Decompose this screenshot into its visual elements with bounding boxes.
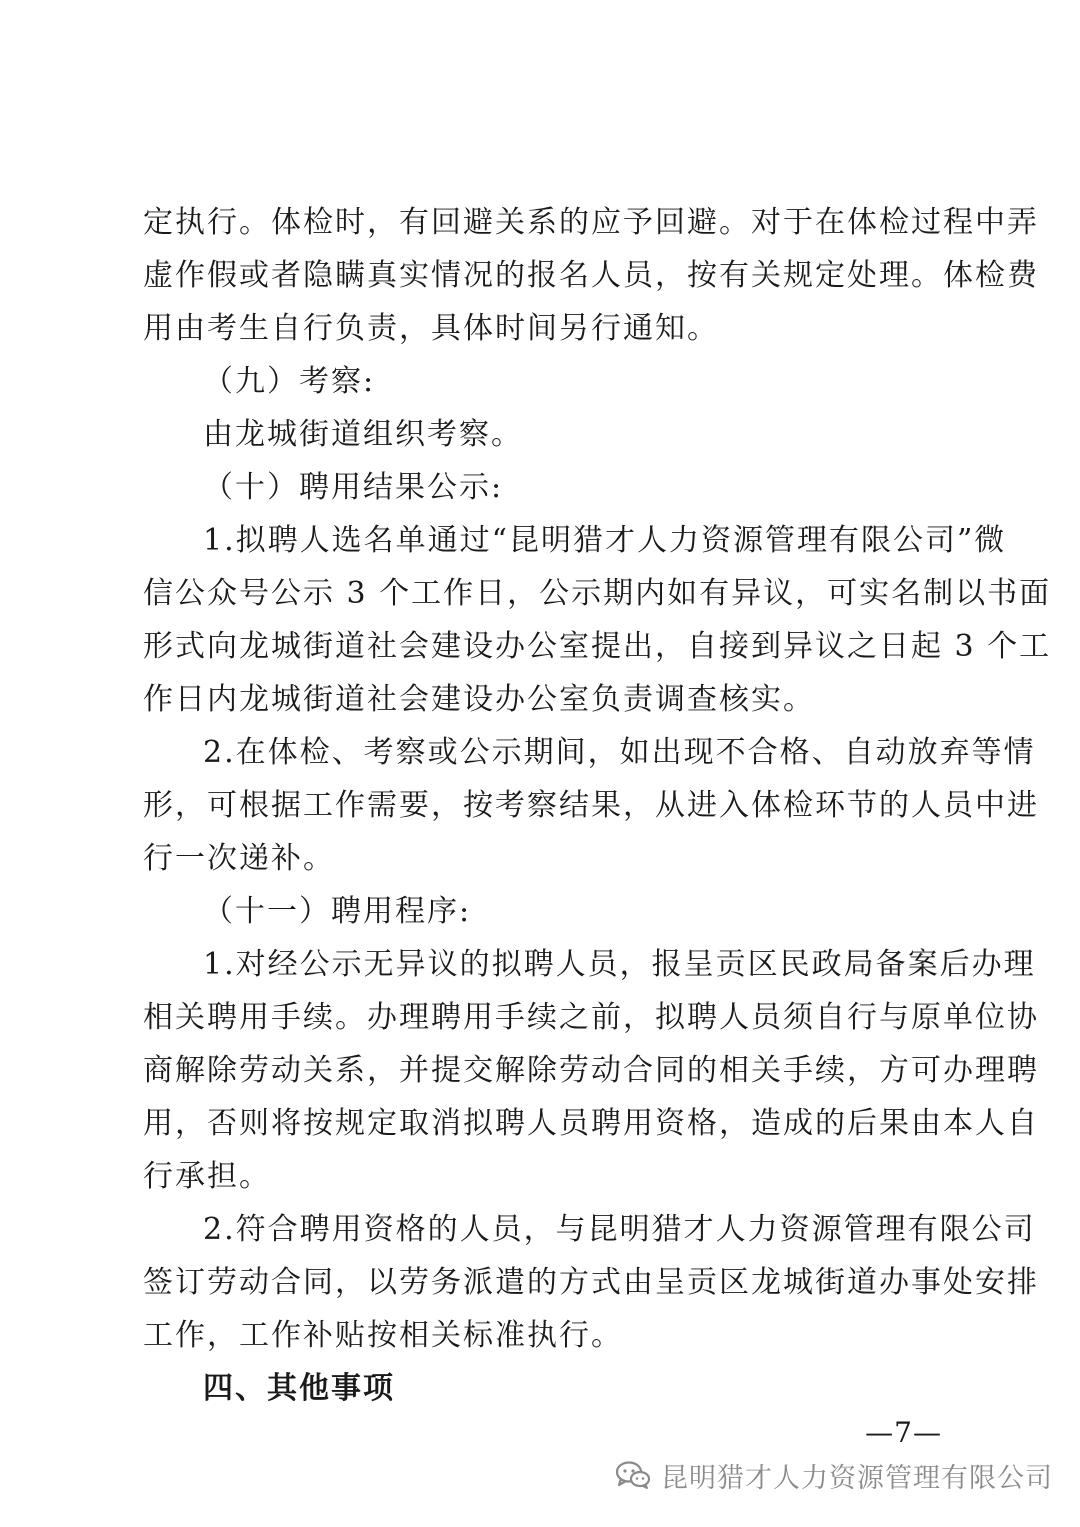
text-line: 形，可根据工作需要，按考察结果，从进入体检环节的人员中进: [143, 788, 1039, 823]
text-line: 用，否则将按规定取消拟聘人员聘用资格，造成的后果由本人自: [143, 1106, 1039, 1141]
text-line: 虚作假或者隐瞒真实情况的报名人员，按有关规定处理。体检费: [143, 258, 1039, 293]
document-body: [143, 196, 1052, 1415]
section-heading: 四、其他事项: [203, 1371, 395, 1406]
text-line: 2.在体检、考察或公示期间，如出现不合格、自动放弃等情: [203, 735, 1036, 770]
watermark-text: 昆明猎才人力资源管理有限公司: [661, 1462, 1053, 1494]
subsection-heading: （九）考察:: [203, 364, 376, 399]
text-line: 用由考生自行负责，具体时间另行通知。: [143, 311, 719, 346]
text-line: 行承担。: [143, 1159, 271, 1194]
text-line: 签订劳动合同，以劳务派遣的方式由呈贡区龙城街道办事处安排: [143, 1265, 1039, 1300]
page-number: —7—: [865, 1416, 942, 1449]
text-line: 2.符合聘用资格的人员，与昆明猎才人力资源管理有限公司: [203, 1212, 1036, 1247]
subsection-heading: （十一）聘用程序:: [203, 894, 472, 929]
text-line: 信公众号公示 3 个工作日，公示期内如有异议，可实名制以书面: [143, 576, 1052, 611]
text-line: 1.对经公示无异议的拟聘人员，报呈贡区民政局备案后办理: [203, 947, 1036, 982]
text-line: 工作，工作补贴按相关标准执行。: [143, 1318, 623, 1353]
wechat-watermark: [615, 1453, 1053, 1497]
text-line: 形式向龙城街道社会建设办公室提出，自接到异议之日起 3 个工: [143, 629, 1052, 664]
text-line: 相关聘用手续。办理聘用手续之前，拟聘人员须自行与原单位协: [143, 1000, 1039, 1035]
subsection-heading: （十）聘用结果公示:: [203, 470, 504, 505]
text-line: 商解除劳动关系，并提交解除劳动合同的相关手续，方可办理聘: [143, 1053, 1039, 1088]
text-line: 1.拟聘人选名单通过“昆明猎才人力资源管理有限公司”微: [203, 523, 1007, 558]
text-line: 作日内龙城街道社会建设办公室负责调查核实。: [143, 682, 815, 717]
text-line: 行一次递补。: [143, 841, 335, 876]
wechat-icon: [615, 1460, 651, 1490]
text-line: 由龙城街道组织考察。: [203, 417, 523, 452]
text-line: 定执行。体检时，有回避关系的应予回避。对于在体检过程中弄: [143, 205, 1039, 240]
